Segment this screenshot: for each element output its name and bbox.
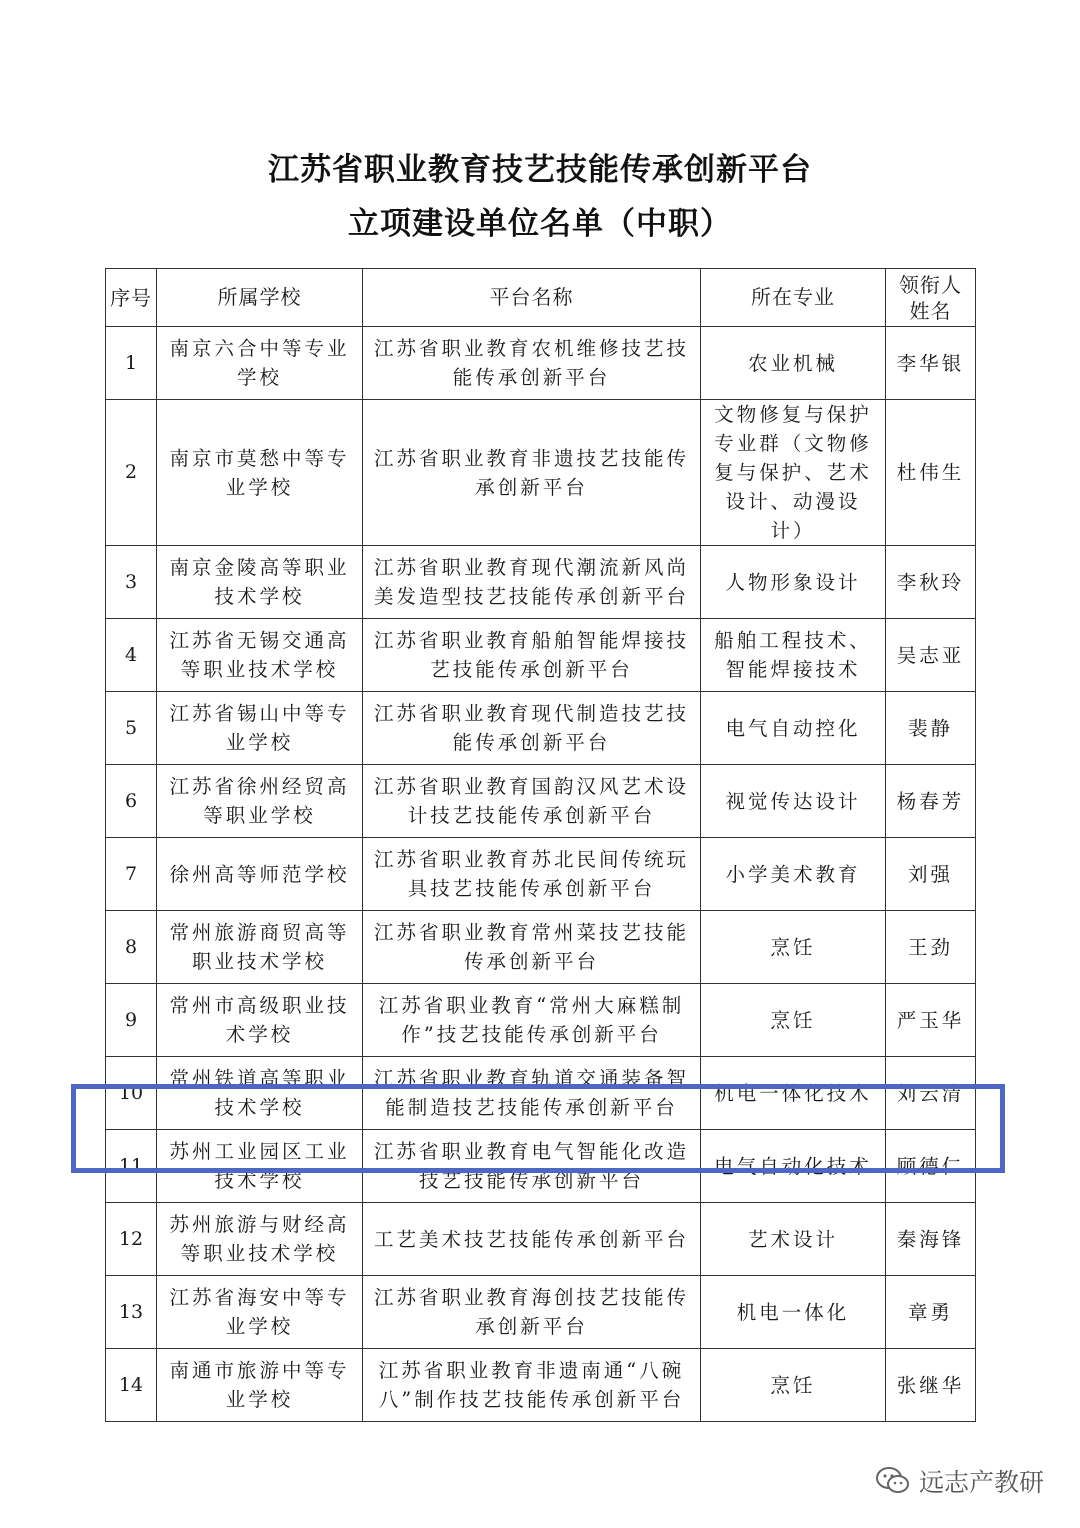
cell-lead: 顾德仁 (886, 1130, 976, 1203)
header-no: 序号 (106, 269, 157, 327)
cell-platform: 江苏省职业教育现代潮流新风尚美发造型技艺技能传承创新平台 (363, 546, 701, 619)
header-lead: 领衔人姓名 (886, 269, 976, 327)
document-title: 江苏省职业教育技艺技能传承创新平台 (268, 152, 812, 188)
table-header-row (106, 269, 976, 327)
cell-platform: 江苏省职业教育轨道交通装备智能制造技艺技能传承创新平台 (363, 1057, 701, 1130)
cell-platform: 江苏省职业教育非遗南通“八碗八”制作技艺技能传承创新平台 (363, 1349, 701, 1422)
cell-school: 苏州旅游与财经高等职业技术学校 (157, 1203, 363, 1276)
cell-lead: 李秋玲 (886, 546, 976, 619)
cell-no: 4 (106, 619, 157, 692)
document-subtitle: 立项建设单位名单（中职） (348, 206, 732, 242)
cell-no: 1 (106, 327, 157, 400)
cell-major: 人物形象设计 (701, 546, 886, 619)
cell-lead: 杨春芳 (886, 765, 976, 838)
cell-major: 农业机械 (701, 327, 886, 400)
table-row (106, 838, 976, 911)
cell-no: 6 (106, 765, 157, 838)
cell-platform: 江苏省职业教育海创技艺技能传承创新平台 (363, 1276, 701, 1349)
cell-lead: 秦海锋 (886, 1203, 976, 1276)
cell-school: 江苏省无锡交通高等职业技术学校 (157, 619, 363, 692)
cell-major: 小学美术教育 (701, 838, 886, 911)
cell-school: 南京六合中等专业学校 (157, 327, 363, 400)
table-row (106, 400, 976, 546)
cell-school: 南京市莫愁中等专业学校 (157, 400, 363, 546)
cell-no: 13 (106, 1276, 157, 1349)
cell-major: 电气自动控化 (701, 692, 886, 765)
table-row (106, 1276, 976, 1349)
cell-no: 3 (106, 546, 157, 619)
cell-lead: 张继华 (886, 1349, 976, 1422)
cell-no: 5 (106, 692, 157, 765)
cell-school: 徐州高等师范学校 (157, 838, 363, 911)
cell-platform: 江苏省职业教育国韵汉风艺术设计技艺技能传承创新平台 (363, 765, 701, 838)
cell-major: 文物修复与保护专业群（文物修复与保护、艺术设计、动漫设计） (701, 400, 886, 546)
cell-lead: 杜伟生 (886, 400, 976, 546)
cell-school: 常州旅游商贸高等职业技术学校 (157, 911, 363, 984)
wechat-icon (875, 1466, 911, 1496)
cell-no: 10 (106, 1057, 157, 1130)
cell-lead: 刘云清 (886, 1057, 976, 1130)
table-row (106, 619, 976, 692)
cell-major: 视觉传达设计 (701, 765, 886, 838)
cell-school: 江苏省徐州经贸高等职业学校 (157, 765, 363, 838)
cell-platform: 江苏省职业教育非遗技艺技能传承创新平台 (363, 400, 701, 546)
cell-platform: 江苏省职业教育农机维修技艺技能传承创新平台 (363, 327, 701, 400)
cell-lead: 王劲 (886, 911, 976, 984)
cell-school: 常州铁道高等职业技术学校 (157, 1057, 363, 1130)
cell-lead: 吴志亚 (886, 619, 976, 692)
cell-lead: 严玉华 (886, 984, 976, 1057)
cell-major: 船舶工程技术、智能焊接技术 (701, 619, 886, 692)
cell-platform: 江苏省职业教育现代制造技艺技能传承创新平台 (363, 692, 701, 765)
cell-major: 烹饪 (701, 1349, 886, 1422)
cell-no: 9 (106, 984, 157, 1057)
cell-school: 江苏省锡山中等专业学校 (157, 692, 363, 765)
cell-platform: 工艺美术技艺技能传承创新平台 (363, 1203, 701, 1276)
table-row (106, 1349, 976, 1422)
cell-platform: 江苏省职业教育电气智能化改造技艺技能传承创新平台 (363, 1130, 701, 1203)
table-row (106, 692, 976, 765)
cell-lead: 裴静 (886, 692, 976, 765)
cell-lead: 刘强 (886, 838, 976, 911)
roster-table (105, 268, 976, 1422)
cell-no: 14 (106, 1349, 157, 1422)
cell-lead: 李华银 (886, 327, 976, 400)
cell-major: 烹饪 (701, 984, 886, 1057)
table-row (106, 1203, 976, 1276)
cell-major: 烹饪 (701, 911, 886, 984)
header-platform: 平台名称 (363, 269, 701, 327)
table-row (106, 1057, 976, 1130)
cell-school: 常州市高级职业技术学校 (157, 984, 363, 1057)
table-row (106, 911, 976, 984)
cell-major: 艺术设计 (701, 1203, 886, 1276)
cell-school: 南通市旅游中等专业学校 (157, 1349, 363, 1422)
header-school: 所属学校 (157, 269, 363, 327)
watermark (875, 1463, 1044, 1499)
cell-no: 11 (106, 1130, 157, 1203)
cell-no: 2 (106, 400, 157, 546)
cell-major: 电气自动化技术 (701, 1130, 886, 1203)
cell-major: 机电一体化 (701, 1276, 886, 1349)
table-row (106, 327, 976, 400)
watermark-text: 远志产教研 (918, 1468, 1044, 1497)
cell-school: 南京金陵高等职业技术学校 (157, 546, 363, 619)
cell-platform: 江苏省职业教育苏北民间传统玩具技艺技能传承创新平台 (363, 838, 701, 911)
table-row (106, 984, 976, 1057)
cell-platform: 江苏省职业教育“常州大麻糕制作”技艺技能传承创新平台 (363, 984, 701, 1057)
cell-no: 12 (106, 1203, 157, 1276)
table-row (106, 765, 976, 838)
cell-no: 7 (106, 838, 157, 911)
table-row (106, 546, 976, 619)
cell-no: 8 (106, 911, 157, 984)
cell-school: 苏州工业园区工业技术学校 (157, 1130, 363, 1203)
cell-platform: 江苏省职业教育船舶智能焊接技艺技能传承创新平台 (363, 619, 701, 692)
cell-lead: 章勇 (886, 1276, 976, 1349)
cell-major: 机电一体化技术 (701, 1057, 886, 1130)
cell-school: 江苏省海安中等专业学校 (157, 1276, 363, 1349)
cell-platform: 江苏省职业教育常州菜技艺技能传承创新平台 (363, 911, 701, 984)
header-major: 所在专业 (701, 269, 886, 327)
table-row (106, 1130, 976, 1203)
